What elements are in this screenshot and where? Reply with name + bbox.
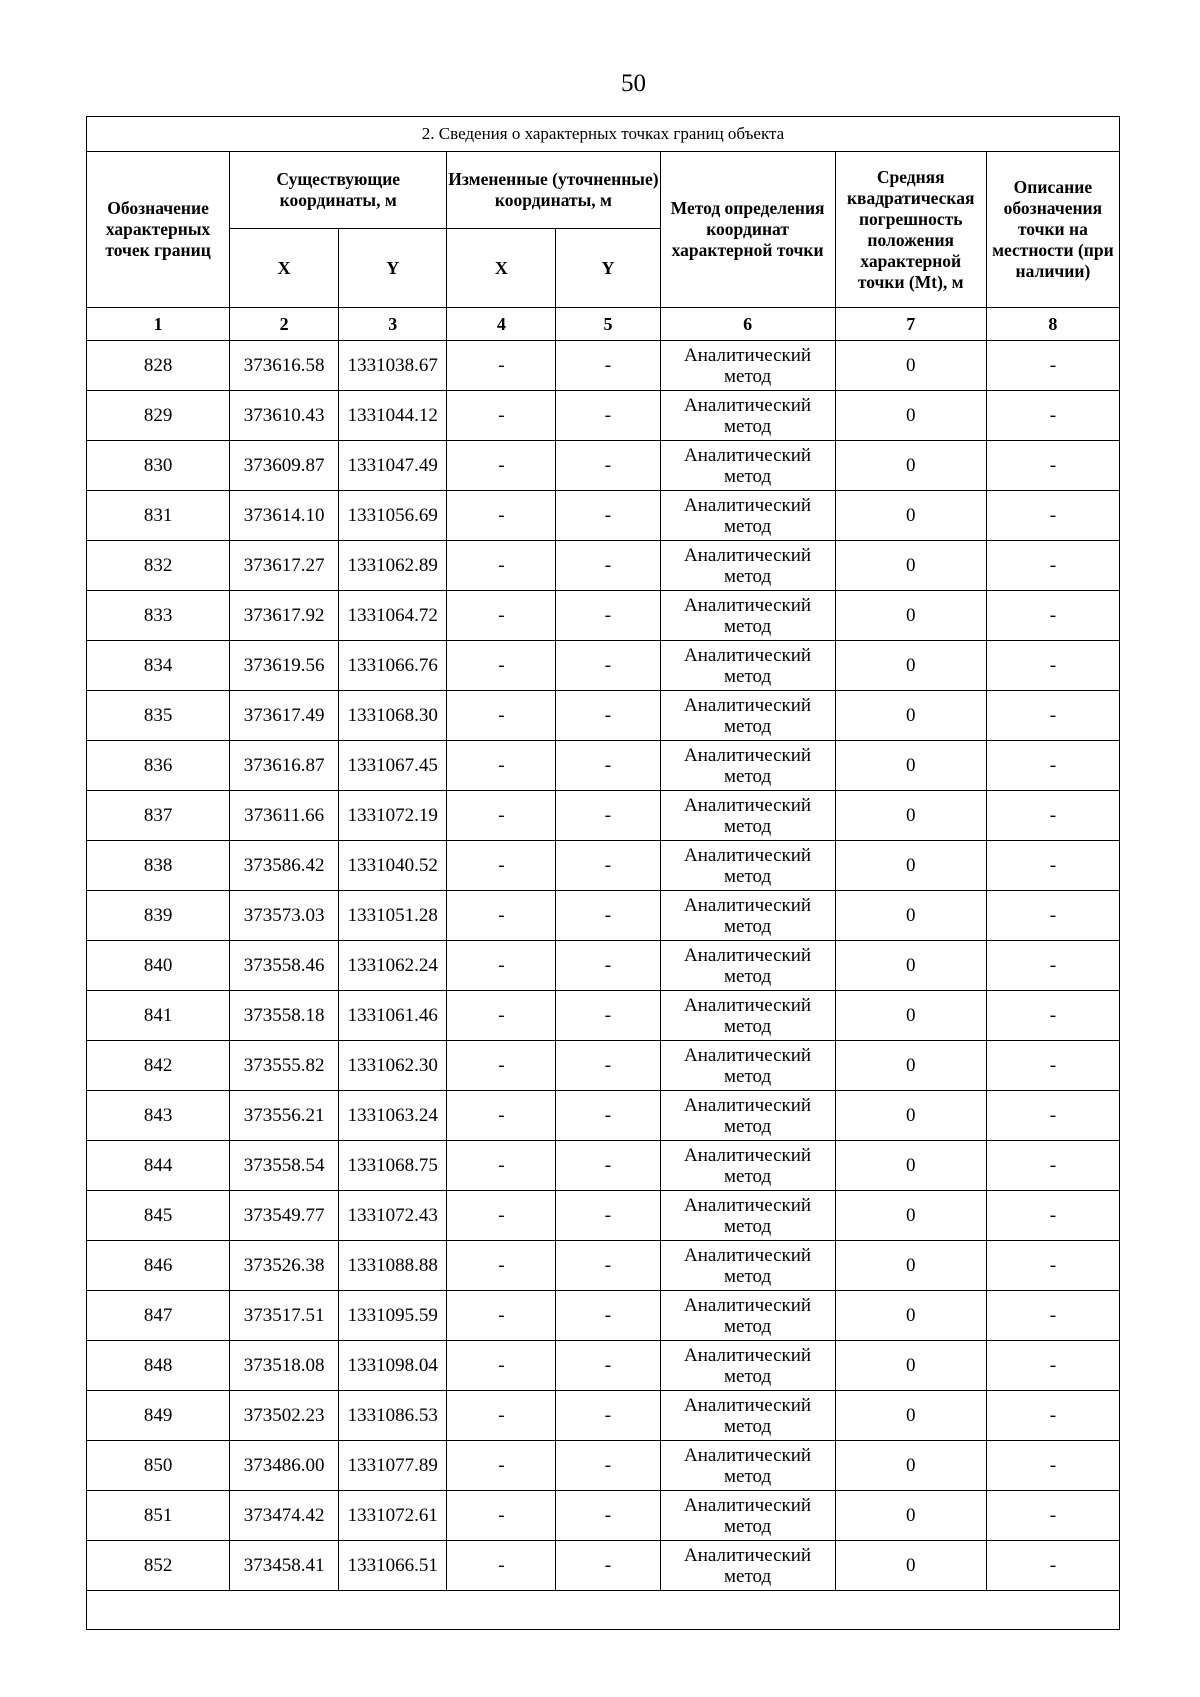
point-id-cell: 838 <box>87 841 230 891</box>
changed-y-cell: - <box>556 1291 660 1341</box>
table-row <box>87 591 1120 641</box>
table-row <box>87 541 1120 591</box>
changed-y-cell: - <box>556 341 660 391</box>
table-row <box>87 441 1120 491</box>
changed-x-cell: - <box>447 1441 556 1491</box>
column-number: 3 <box>339 308 447 341</box>
description-cell: - <box>986 1291 1119 1341</box>
existing-x-cell: 373517.51 <box>230 1291 339 1341</box>
method-text: Аналитический метод <box>684 1044 812 1087</box>
method-text: Аналитический метод <box>684 1194 812 1237</box>
point-id-cell: 829 <box>87 391 230 441</box>
point-id-cell: 837 <box>87 791 230 841</box>
existing-y-cell: 1331062.89 <box>339 541 447 591</box>
changed-x-cell: - <box>447 1191 556 1241</box>
method-cell <box>660 841 835 891</box>
description-cell: - <box>986 841 1119 891</box>
changed-x-cell: - <box>447 1041 556 1091</box>
point-id-cell: 850 <box>87 1441 230 1491</box>
existing-x-cell: 373616.87 <box>230 741 339 791</box>
mean-error-cell: 0 <box>835 591 986 641</box>
changed-y-cell: - <box>556 641 660 691</box>
method-text: Аналитический метод <box>684 1394 812 1437</box>
changed-y-cell: - <box>556 1041 660 1091</box>
method-cell <box>660 1541 835 1591</box>
changed-x-cell: - <box>447 441 556 491</box>
method-text: Аналитический метод <box>684 544 812 587</box>
mean-error-cell: 0 <box>835 1491 986 1541</box>
method-text: Аналитический метод <box>684 744 812 787</box>
existing-y-cell: 1331098.04 <box>339 1341 447 1391</box>
table-row <box>87 491 1120 541</box>
mean-error-cell: 0 <box>835 1141 986 1191</box>
header-mean-error: Средняя квадратическая погрешность положения характерной точки (Mt), м <box>835 152 986 308</box>
point-id-cell: 835 <box>87 691 230 741</box>
existing-y-cell: 1331040.52 <box>339 841 447 891</box>
existing-x-cell: 373549.77 <box>230 1191 339 1241</box>
existing-y-cell: 1331077.89 <box>339 1441 447 1491</box>
method-text: Аналитический метод <box>684 1144 812 1187</box>
existing-y-cell: 1331056.69 <box>339 491 447 541</box>
existing-x-cell: 373617.92 <box>230 591 339 641</box>
changed-x-cell: - <box>447 741 556 791</box>
table-row <box>87 791 1120 841</box>
description-cell: - <box>986 591 1119 641</box>
method-cell <box>660 1191 835 1241</box>
description-cell: - <box>986 991 1119 1041</box>
table-body <box>87 341 1120 1591</box>
header-changed-coordinates: Измененные (уточненные) координаты, м <box>447 152 660 229</box>
changed-x-cell: - <box>447 891 556 941</box>
table-row <box>87 391 1120 441</box>
changed-y-cell: - <box>556 1141 660 1191</box>
method-cell <box>660 541 835 591</box>
mean-error-cell: 0 <box>835 691 986 741</box>
changed-y-cell: - <box>556 1241 660 1291</box>
method-text: Аналитический метод <box>684 1494 812 1537</box>
description-cell: - <box>986 1391 1119 1441</box>
point-id-cell: 848 <box>87 1341 230 1391</box>
changed-y-cell: - <box>556 541 660 591</box>
method-text: Аналитический метод <box>684 1094 812 1137</box>
changed-y-cell: - <box>556 1191 660 1241</box>
description-cell: - <box>986 1191 1119 1241</box>
changed-x-cell: - <box>447 341 556 391</box>
header-method: Метод определения координат характерной точки <box>660 152 835 308</box>
method-text: Аналитический метод <box>684 1544 812 1587</box>
changed-y-cell: - <box>556 1491 660 1541</box>
changed-x-cell: - <box>447 591 556 641</box>
method-cell <box>660 991 835 1041</box>
description-cell: - <box>986 1141 1119 1191</box>
mean-error-cell: 0 <box>835 641 986 691</box>
description-cell: - <box>986 1441 1119 1491</box>
method-cell <box>660 1391 835 1441</box>
method-cell <box>660 791 835 841</box>
existing-y-cell: 1331038.67 <box>339 341 447 391</box>
table-row <box>87 1041 1120 1091</box>
description-cell: - <box>986 1541 1119 1591</box>
column-number: 2 <box>230 308 339 341</box>
method-cell <box>660 1441 835 1491</box>
existing-x-cell: 373614.10 <box>230 491 339 541</box>
point-id-cell: 845 <box>87 1191 230 1241</box>
method-cell <box>660 1341 835 1391</box>
existing-x-cell: 373558.18 <box>230 991 339 1041</box>
method-text: Аналитический метод <box>684 344 812 387</box>
method-cell <box>660 941 835 991</box>
table-row <box>87 341 1120 391</box>
mean-error-cell: 0 <box>835 441 986 491</box>
method-cell <box>660 1041 835 1091</box>
mean-error-cell: 0 <box>835 741 986 791</box>
changed-y-cell: - <box>556 841 660 891</box>
description-cell: - <box>986 541 1119 591</box>
existing-x-cell: 373616.58 <box>230 341 339 391</box>
column-number: 7 <box>835 308 986 341</box>
changed-x-cell: - <box>447 391 556 441</box>
description-cell: - <box>986 1341 1119 1391</box>
changed-x-cell: - <box>447 541 556 591</box>
existing-x-cell: 373502.23 <box>230 1391 339 1441</box>
existing-y-cell: 1331067.45 <box>339 741 447 791</box>
method-text: Аналитический метод <box>684 1244 812 1287</box>
existing-x-cell: 373611.66 <box>230 791 339 841</box>
mean-error-cell: 0 <box>835 1391 986 1441</box>
changed-x-cell: - <box>447 941 556 991</box>
existing-y-cell: 1331047.49 <box>339 441 447 491</box>
existing-x-cell: 373573.03 <box>230 891 339 941</box>
method-cell <box>660 491 835 541</box>
method-text: Аналитический метод <box>684 1344 812 1387</box>
description-cell: - <box>986 941 1119 991</box>
changed-y-cell: - <box>556 491 660 541</box>
table-row <box>87 1341 1120 1391</box>
changed-x-cell: - <box>447 1091 556 1141</box>
mean-error-cell: 0 <box>835 1441 986 1491</box>
changed-y-cell: - <box>556 1091 660 1141</box>
mean-error-cell: 0 <box>835 391 986 441</box>
changed-x-cell: - <box>447 1541 556 1591</box>
existing-y-cell: 1331088.88 <box>339 1241 447 1291</box>
header-description: Описание обозначения точки на местности (при наличии) <box>986 152 1119 308</box>
changed-x-cell: - <box>447 1341 556 1391</box>
mean-error-cell: 0 <box>835 1341 986 1391</box>
method-text: Аналитический метод <box>684 444 812 487</box>
table-row <box>87 1391 1120 1441</box>
mean-error-cell: 0 <box>835 1041 986 1091</box>
method-cell <box>660 441 835 491</box>
existing-x-cell: 373586.42 <box>230 841 339 891</box>
description-cell: - <box>986 391 1119 441</box>
point-id-cell: 852 <box>87 1541 230 1591</box>
mean-error-cell: 0 <box>835 941 986 991</box>
table-row <box>87 1141 1120 1191</box>
table-row <box>87 1091 1120 1141</box>
table-row <box>87 691 1120 741</box>
description-cell: - <box>986 791 1119 841</box>
changed-y-cell: - <box>556 1391 660 1441</box>
existing-y-cell: 1331064.72 <box>339 591 447 641</box>
existing-y-cell: 1331063.24 <box>339 1091 447 1141</box>
method-text: Аналитический метод <box>684 1444 812 1487</box>
changed-y-cell: - <box>556 741 660 791</box>
method-cell <box>660 341 835 391</box>
existing-y-cell: 1331062.30 <box>339 1041 447 1091</box>
method-cell <box>660 691 835 741</box>
mean-error-cell: 0 <box>835 341 986 391</box>
header-existing-x: X <box>230 229 339 308</box>
method-text: Аналитический метод <box>684 694 812 737</box>
method-text: Аналитический метод <box>684 394 812 437</box>
method-cell <box>660 391 835 441</box>
changed-y-cell: - <box>556 791 660 841</box>
description-cell: - <box>986 341 1119 391</box>
existing-y-cell: 1331051.28 <box>339 891 447 941</box>
point-id-cell: 832 <box>87 541 230 591</box>
description-cell: - <box>986 741 1119 791</box>
changed-y-cell: - <box>556 891 660 941</box>
column-number: 8 <box>986 308 1119 341</box>
table-row <box>87 1541 1120 1591</box>
header-existing-coordinates: Существующие координаты, м <box>230 152 447 229</box>
table-row <box>87 891 1120 941</box>
existing-y-cell: 1331095.59 <box>339 1291 447 1341</box>
mean-error-cell: 0 <box>835 1541 986 1591</box>
changed-x-cell: - <box>447 841 556 891</box>
header-changed-y: Y <box>556 229 660 308</box>
method-cell <box>660 1091 835 1141</box>
mean-error-cell: 0 <box>835 991 986 1041</box>
mean-error-cell: 0 <box>835 791 986 841</box>
mean-error-cell: 0 <box>835 541 986 591</box>
method-text: Аналитический метод <box>684 644 812 687</box>
existing-x-cell: 373617.27 <box>230 541 339 591</box>
mean-error-cell: 0 <box>835 1191 986 1241</box>
table-row <box>87 1491 1120 1541</box>
changed-y-cell: - <box>556 691 660 741</box>
method-cell <box>660 891 835 941</box>
point-id-cell: 840 <box>87 941 230 991</box>
point-id-cell: 843 <box>87 1091 230 1141</box>
header-designation: Обозначение характерных точек границ <box>87 152 230 308</box>
table-footer-empty-row <box>87 1591 1120 1630</box>
changed-x-cell: - <box>447 1291 556 1341</box>
method-cell <box>660 591 835 641</box>
existing-y-cell: 1331062.24 <box>339 941 447 991</box>
description-cell: - <box>986 1491 1119 1541</box>
table-row <box>87 841 1120 891</box>
changed-x-cell: - <box>447 1141 556 1191</box>
description-cell: - <box>986 441 1119 491</box>
description-cell: - <box>986 641 1119 691</box>
existing-x-cell: 373609.87 <box>230 441 339 491</box>
existing-x-cell: 373526.38 <box>230 1241 339 1291</box>
point-id-cell: 851 <box>87 1491 230 1541</box>
table-row <box>87 1191 1120 1241</box>
point-id-cell: 836 <box>87 741 230 791</box>
description-cell: - <box>986 1091 1119 1141</box>
table-row <box>87 741 1120 791</box>
description-cell: - <box>986 1041 1119 1091</box>
existing-y-cell: 1331072.61 <box>339 1491 447 1541</box>
table-row <box>87 641 1120 691</box>
existing-y-cell: 1331072.43 <box>339 1191 447 1241</box>
header-existing-y: Y <box>339 229 447 308</box>
changed-x-cell: - <box>447 691 556 741</box>
page-number: 50 <box>621 70 646 97</box>
boundary-points-table <box>86 116 1120 1630</box>
existing-x-cell: 373619.56 <box>230 641 339 691</box>
point-id-cell: 847 <box>87 1291 230 1341</box>
section-title: 2. Сведения о характерных точках границ объекта <box>87 117 1120 152</box>
header-changed-x: X <box>447 229 556 308</box>
table-row <box>87 1291 1120 1341</box>
mean-error-cell: 0 <box>835 491 986 541</box>
method-text: Аналитический метод <box>684 894 812 937</box>
method-text: Аналитический метод <box>684 944 812 987</box>
existing-x-cell: 373558.54 <box>230 1141 339 1191</box>
method-text: Аналитический метод <box>684 794 812 837</box>
existing-x-cell: 373486.00 <box>230 1441 339 1491</box>
existing-y-cell: 1331072.19 <box>339 791 447 841</box>
point-id-cell: 844 <box>87 1141 230 1191</box>
changed-y-cell: - <box>556 991 660 1041</box>
table-row <box>87 941 1120 991</box>
column-number: 6 <box>660 308 835 341</box>
existing-x-cell: 373518.08 <box>230 1341 339 1391</box>
point-id-cell: 839 <box>87 891 230 941</box>
existing-y-cell: 1331068.75 <box>339 1141 447 1191</box>
point-id-cell: 833 <box>87 591 230 641</box>
existing-x-cell: 373556.21 <box>230 1091 339 1141</box>
mean-error-cell: 0 <box>835 1091 986 1141</box>
existing-y-cell: 1331066.51 <box>339 1541 447 1591</box>
point-id-cell: 849 <box>87 1391 230 1441</box>
method-cell <box>660 641 835 691</box>
existing-x-cell: 373617.49 <box>230 691 339 741</box>
table-row <box>87 991 1120 1041</box>
changed-y-cell: - <box>556 391 660 441</box>
table-row <box>87 1441 1120 1491</box>
point-id-cell: 834 <box>87 641 230 691</box>
changed-y-cell: - <box>556 591 660 641</box>
column-number: 1 <box>87 308 230 341</box>
description-cell: - <box>986 491 1119 541</box>
existing-x-cell: 373610.43 <box>230 391 339 441</box>
method-cell <box>660 1141 835 1191</box>
point-id-cell: 828 <box>87 341 230 391</box>
changed-x-cell: - <box>447 791 556 841</box>
method-text: Аналитический метод <box>684 494 812 537</box>
mean-error-cell: 0 <box>835 1291 986 1341</box>
method-cell <box>660 1491 835 1541</box>
column-number: 5 <box>556 308 660 341</box>
method-cell <box>660 1241 835 1291</box>
method-cell <box>660 1291 835 1341</box>
existing-y-cell: 1331066.76 <box>339 641 447 691</box>
changed-x-cell: - <box>447 1491 556 1541</box>
description-cell: - <box>986 891 1119 941</box>
existing-y-cell: 1331086.53 <box>339 1391 447 1441</box>
method-text: Аналитический метод <box>684 1294 812 1337</box>
changed-y-cell: - <box>556 441 660 491</box>
existing-x-cell: 373555.82 <box>230 1041 339 1091</box>
mean-error-cell: 0 <box>835 891 986 941</box>
changed-x-cell: - <box>447 491 556 541</box>
description-cell: - <box>986 1241 1119 1291</box>
changed-y-cell: - <box>556 1441 660 1491</box>
mean-error-cell: 0 <box>835 841 986 891</box>
point-id-cell: 841 <box>87 991 230 1041</box>
existing-y-cell: 1331061.46 <box>339 991 447 1041</box>
point-id-cell: 842 <box>87 1041 230 1091</box>
mean-error-cell: 0 <box>835 1241 986 1291</box>
changed-x-cell: - <box>447 1241 556 1291</box>
changed-x-cell: - <box>447 991 556 1041</box>
changed-y-cell: - <box>556 941 660 991</box>
point-id-cell: 831 <box>87 491 230 541</box>
changed-x-cell: - <box>447 641 556 691</box>
existing-x-cell: 373558.46 <box>230 941 339 991</box>
point-id-cell: 846 <box>87 1241 230 1291</box>
method-cell <box>660 741 835 791</box>
changed-y-cell: - <box>556 1341 660 1391</box>
method-text: Аналитический метод <box>684 844 812 887</box>
point-id-cell: 830 <box>87 441 230 491</box>
changed-x-cell: - <box>447 1391 556 1441</box>
existing-x-cell: 373474.42 <box>230 1491 339 1541</box>
changed-y-cell: - <box>556 1541 660 1591</box>
column-numbers-row <box>87 308 1120 341</box>
description-cell: - <box>986 691 1119 741</box>
method-text: Аналитический метод <box>684 994 812 1037</box>
existing-x-cell: 373458.41 <box>230 1541 339 1591</box>
table-row <box>87 1241 1120 1291</box>
method-text: Аналитический метод <box>684 594 812 637</box>
column-number: 4 <box>447 308 556 341</box>
existing-y-cell: 1331068.30 <box>339 691 447 741</box>
existing-y-cell: 1331044.12 <box>339 391 447 441</box>
